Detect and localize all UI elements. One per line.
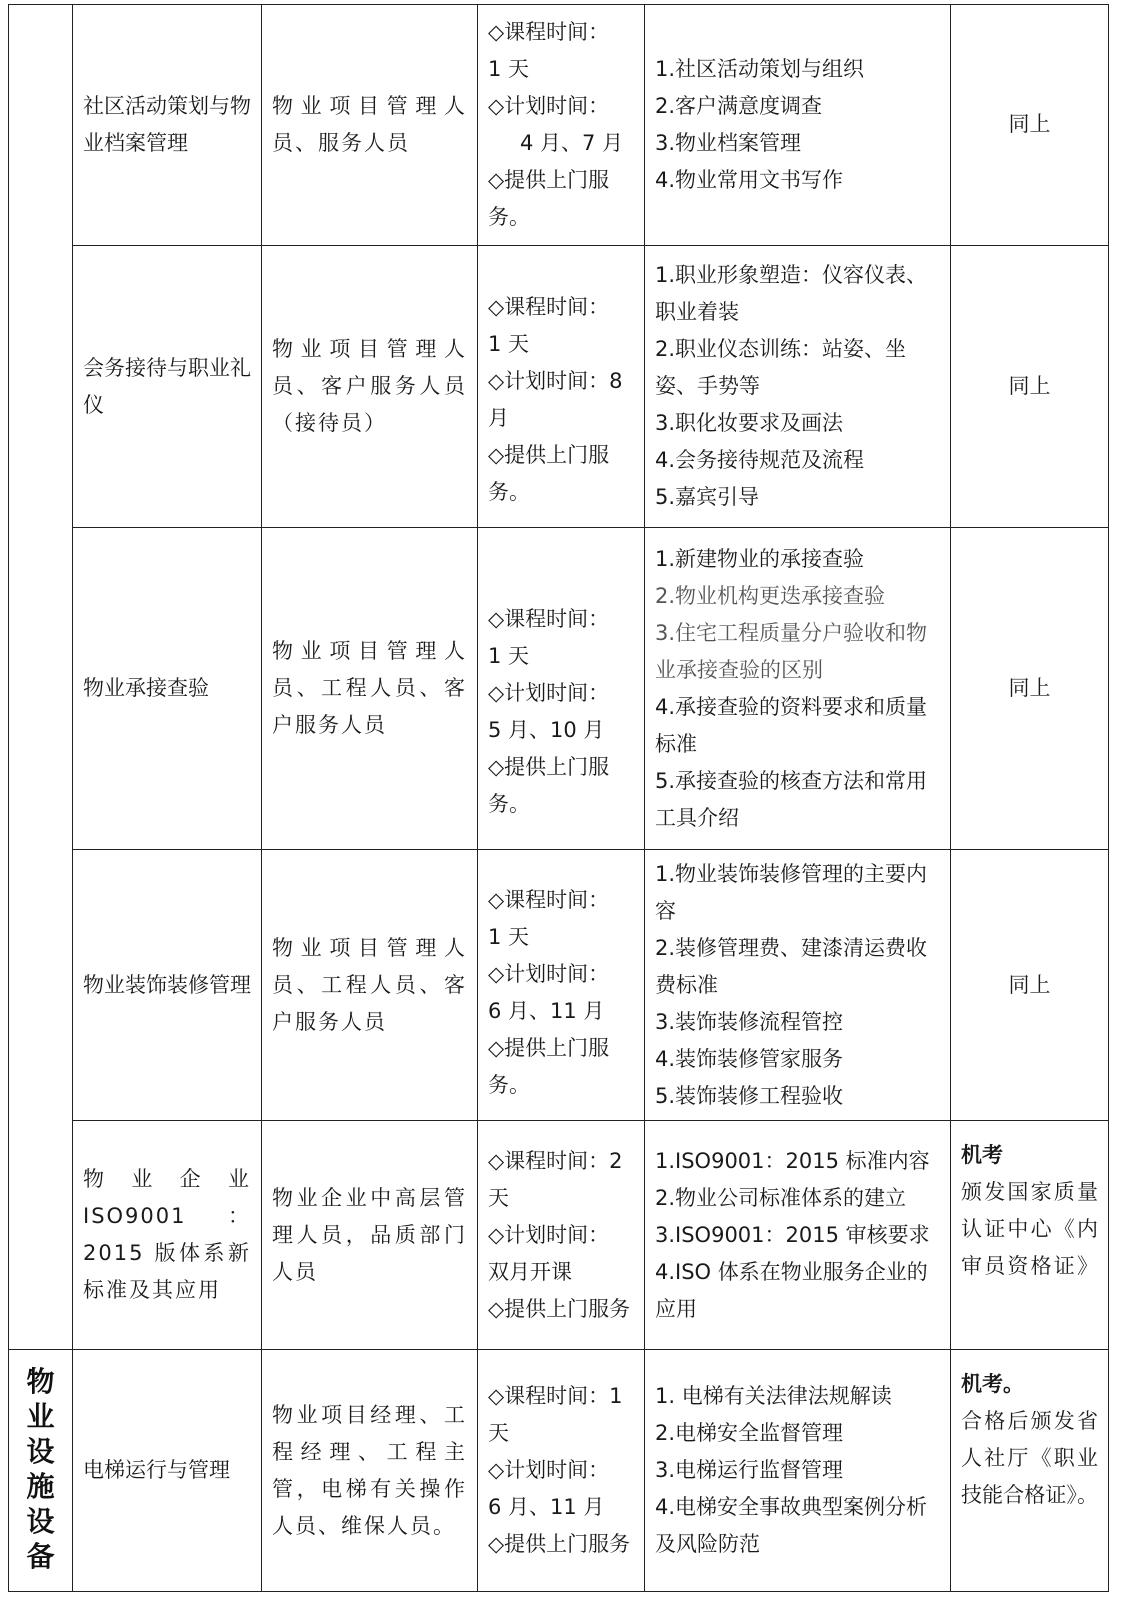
schedule-line: ◇计划时间：8 月 <box>488 368 623 430</box>
content-line: 4.承接查验的资料要求和质量标准 <box>655 694 928 756</box>
table-row <box>9 528 1109 850</box>
course-name: 物业装饰装修管理 <box>73 850 262 1121</box>
table-row <box>9 1350 1109 1592</box>
content-line: 4.装饰装修管家服务 <box>655 1046 844 1071</box>
content-line: 1.物业装饰装修管理的主要内容 <box>655 861 928 923</box>
schedule-line: ◇提供上门服务 <box>488 1296 631 1321</box>
content-line: 5.嘉宾引导 <box>655 485 760 510</box>
schedule-line: ◇课程时间： <box>488 294 610 319</box>
content-line: 1. 电梯有关法律法规解读 <box>655 1384 892 1409</box>
content-cell <box>645 1350 951 1592</box>
schedule-line: ◇计划时间： <box>488 962 610 987</box>
schedule-line: ◇计划时间： <box>488 93 610 118</box>
course-table <box>8 4 1109 1592</box>
content-cell <box>645 5 951 246</box>
schedule-cell <box>478 850 645 1121</box>
course-name: 物 业 企 业 ISO9001 ： 2015 版体系新标准及其应用 <box>73 1121 262 1350</box>
content-line: 1.社区活动策划与组织 <box>655 56 865 81</box>
schedule-line: ◇提供上门服务。 <box>488 754 610 816</box>
schedule-line: ◇课程时间： <box>488 606 610 631</box>
content-line: 4.ISO 体系在物业服务企业的应用 <box>655 1259 928 1321</box>
course-name: 电梯运行与管理 <box>73 1350 262 1592</box>
course-name: 社区活动策划与物业档案管理 <box>73 5 262 246</box>
table-row <box>9 5 1109 246</box>
content-line: 1.新建物业的承接查验 <box>655 546 865 571</box>
schedule-cell <box>478 245 645 527</box>
schedule-line: 双月开课 <box>488 1259 572 1284</box>
schedule-line: ◇提供上门服务。 <box>488 442 610 504</box>
content-line: 5.承接查验的核查方法和常用工具介绍 <box>655 768 928 830</box>
category-cell <box>9 1350 73 1592</box>
schedule-line: ◇提供上门服务。 <box>488 167 610 229</box>
content-line: 2.装修管理费、建漆清运费收费标准 <box>655 935 928 997</box>
certificate-exam: 机考 <box>961 1143 1003 1168</box>
content-line: 2.职业仪态训练：站姿、坐姿、手势等 <box>655 337 907 399</box>
schedule-line: ◇提供上门服务。 <box>488 1036 610 1098</box>
schedule-line: 4 月、7 月 <box>520 130 624 155</box>
schedule-line: 6 月、11 月 <box>488 999 605 1024</box>
schedule-line: ◇计划时间： <box>488 1458 610 1483</box>
content-line: 3.物业档案管理 <box>655 130 802 155</box>
certificate-desc: 颁发国家质量认证中心《内审员资格证》 <box>961 1180 1098 1279</box>
target-audience: 物业项目管理人员、客户服务人员（接待员） <box>262 245 478 527</box>
content-cell <box>645 528 951 850</box>
schedule-cell <box>478 1350 645 1592</box>
schedule-line: ◇课程时间：2 天 <box>488 1148 623 1210</box>
content-line: 1.ISO9001：2015 标准内容 <box>655 1148 930 1173</box>
content-line: 2.电梯安全监督管理 <box>655 1421 844 1446</box>
content-line: 4.电梯安全事故典型案例分析及风险防范 <box>655 1495 928 1557</box>
content-line: 5.装饰装修工程验收 <box>655 1083 844 1108</box>
schedule-line: 1 天 <box>488 925 530 950</box>
certificate-desc: 合格后颁发省人社厅《职业技能合格证》。 <box>961 1409 1098 1508</box>
table-row <box>9 1121 1109 1350</box>
course-name: 会务接待与职业礼仪 <box>73 245 262 527</box>
schedule-cell <box>478 1121 645 1350</box>
schedule-line: 5 月、10 月 <box>488 717 605 742</box>
category-label: 物业设施设备 <box>26 1364 55 1573</box>
schedule-line: 1 天 <box>488 56 530 81</box>
schedule-cell <box>478 528 645 850</box>
certificate-cell: 同上 <box>951 5 1109 246</box>
content-line: 3.住宅工程质量分户验收和物业承接查验的区别 <box>655 620 928 682</box>
content-cell <box>645 1121 951 1350</box>
schedule-line: ◇课程时间：1 天 <box>488 1384 623 1446</box>
schedule-cell <box>478 5 645 246</box>
target-audience: 物业项目经理、工程经理、工程主管，电梯有关操作人员、维保人员。 <box>262 1350 478 1592</box>
content-line: 3.ISO9001：2015 审核要求 <box>655 1222 930 1247</box>
schedule-line: 6 月、11 月 <box>488 1495 605 1520</box>
content-line: 3.职化妆要求及画法 <box>655 411 844 436</box>
schedule-line: ◇课程时间： <box>488 888 610 913</box>
target-audience: 物业项目管理人员、服务人员 <box>262 5 478 246</box>
category-cell-empty <box>9 5 73 1350</box>
schedule-line: ◇计划时间： <box>488 680 610 705</box>
content-line: 3.电梯运行监督管理 <box>655 1458 844 1483</box>
certificate-cell <box>951 1350 1109 1592</box>
schedule-line: 1 天 <box>488 331 530 356</box>
content-line: 2.物业机构更迭承接查验 <box>655 583 886 608</box>
certificate-exam: 机考。 <box>961 1372 1024 1397</box>
schedule-line: 1 天 <box>488 643 530 668</box>
table-row <box>9 245 1109 527</box>
schedule-line: ◇课程时间： <box>488 19 610 44</box>
schedule-line: ◇计划时间： <box>488 1222 610 1247</box>
target-audience: 物业企业中高层管理人员，品质部门人员 <box>262 1121 478 1350</box>
certificate-cell: 同上 <box>951 528 1109 850</box>
schedule-line: ◇提供上门服务 <box>488 1532 631 1557</box>
course-name: 物业承接查验 <box>73 528 262 850</box>
certificate-cell <box>951 1121 1109 1350</box>
content-cell <box>645 850 951 1121</box>
target-audience: 物业项目管理人员、工程人员、客户服务人员 <box>262 528 478 850</box>
content-line: 3.装饰装修流程管控 <box>655 1009 844 1034</box>
target-audience: 物业项目管理人员、工程人员、客户服务人员 <box>262 850 478 1121</box>
content-line: 1.职业形象塑造：仪容仪表、职业着装 <box>655 263 928 325</box>
content-line: 2.物业公司标准体系的建立 <box>655 1185 907 1210</box>
content-line: 2.客户满意度调查 <box>655 93 823 118</box>
content-line: 4.物业常用文书写作 <box>655 167 844 192</box>
table-row <box>9 850 1109 1121</box>
content-line: 4.会务接待规范及流程 <box>655 448 865 473</box>
certificate-cell: 同上 <box>951 245 1109 527</box>
content-cell <box>645 245 951 527</box>
certificate-cell: 同上 <box>951 850 1109 1121</box>
